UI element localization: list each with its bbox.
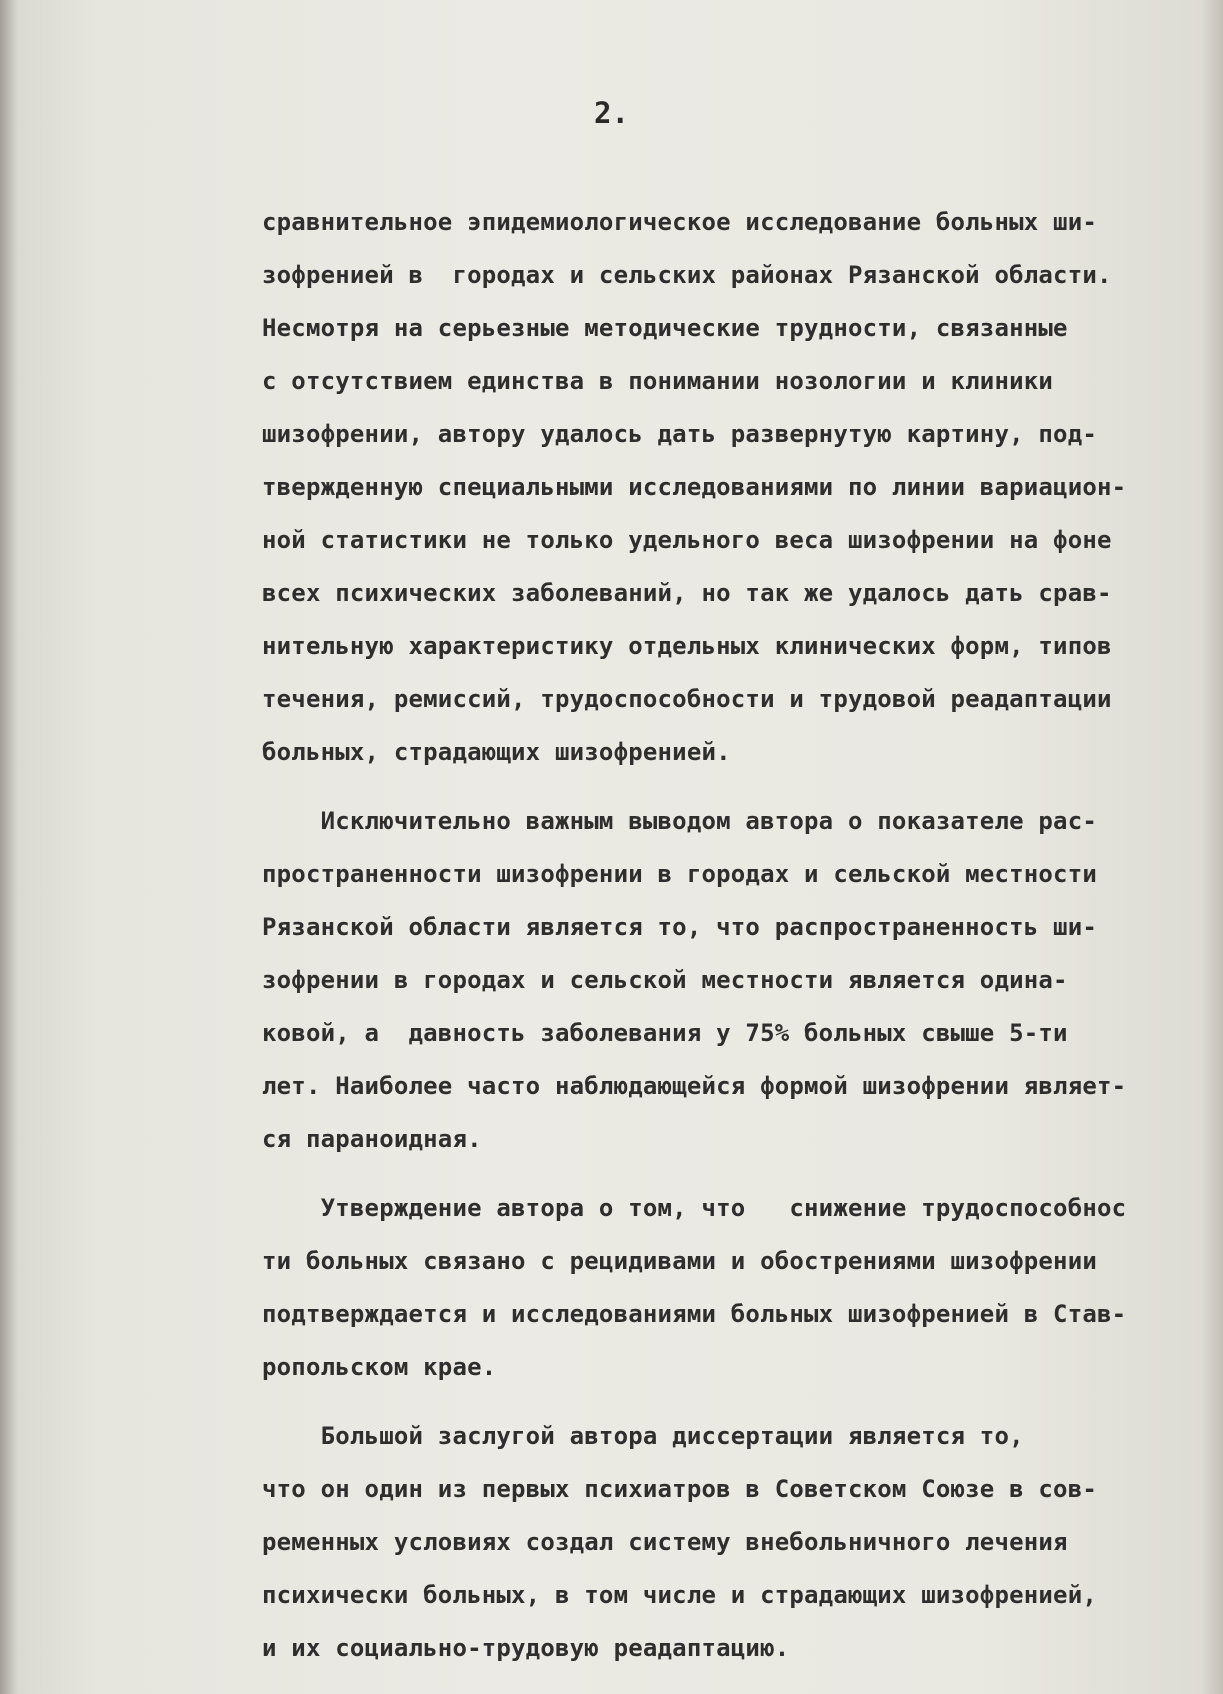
text-line: Утверждение автора о том, что снижение трудоспособнос	[262, 1194, 1127, 1222]
paragraph-2	[262, 795, 1192, 1166]
page-shadow	[0, 0, 18, 1694]
text-line: ременных условиях создал систему внебольничного лечения	[262, 1528, 1068, 1556]
text-line: нительную характеристику отдельных клинических форм, типов	[262, 632, 1112, 660]
text-line: подтверждается и исследованиями больных шизофренией в Став-	[262, 1300, 1127, 1328]
text-line: ковой, а давность заболевания у 75% больных свыше 5-ти	[262, 1019, 1068, 1047]
page-edge	[1201, 0, 1223, 1694]
text-line: Несмотря на серьезные методические трудности, связанные	[262, 314, 1068, 342]
paragraph-3	[262, 1182, 1192, 1394]
text-line: психически больных, в том числе и страдающих шизофренией,	[262, 1581, 1098, 1609]
text-line: больных, страдающих шизофренией.	[262, 738, 731, 766]
text-line: ся параноидная.	[262, 1125, 482, 1153]
text-line: течения, ремиссий, трудоспособности и трудовой реадаптации	[262, 685, 1112, 713]
text-line: всех психических заболеваний, но так же удалось дать срав-	[262, 579, 1112, 607]
page-number: 2.	[594, 96, 629, 130]
text-line: ти больных связано с рецидивами и обострениями шизофрении	[262, 1247, 1098, 1275]
text-line: ропольском крае.	[262, 1353, 497, 1381]
text-line: шизофрении, автору удалось дать развернутую картину, под-	[262, 420, 1098, 448]
paragraph-1	[262, 196, 1192, 779]
text-line: сравнительное эпидемиологическое исследование больных ши-	[262, 208, 1098, 236]
text-line: лет. Наиболее часто наблюдающейся формой шизофрении являет-	[262, 1072, 1127, 1100]
text-line: ной статистики не только удельного веса шизофрении на фоне	[262, 526, 1112, 554]
text-line: с отсутствием единства в понимании нозологии и клиники	[262, 367, 1054, 395]
paragraph-gap	[262, 1394, 1192, 1410]
text-line: зофренией в городах и сельских районах Рязанской области.	[262, 261, 1112, 289]
text-line: зофрении в городах и сельской местности является одина-	[262, 966, 1068, 994]
paragraph-gap	[262, 1166, 1192, 1182]
text-line: пространенности шизофрении в городах и сельской местности	[262, 860, 1098, 888]
text-line: что он один из первых психиатров в Советском Союзе в сов-	[262, 1475, 1098, 1503]
paragraph-4	[262, 1410, 1192, 1675]
text-line: Рязанской области является то, что распространенность ши-	[262, 913, 1098, 941]
text-line: твержденную специальными исследованиями по линии вариацион-	[262, 473, 1127, 501]
body-text	[262, 196, 1192, 1675]
text-line: Исключительно важным выводом автора о показателе рас-	[262, 807, 1098, 835]
paragraph-gap	[262, 779, 1192, 795]
text-line: Большой заслугой автора диссертации является то,	[262, 1422, 1024, 1450]
text-line: и их социально-трудовую реадаптацию.	[262, 1634, 790, 1662]
